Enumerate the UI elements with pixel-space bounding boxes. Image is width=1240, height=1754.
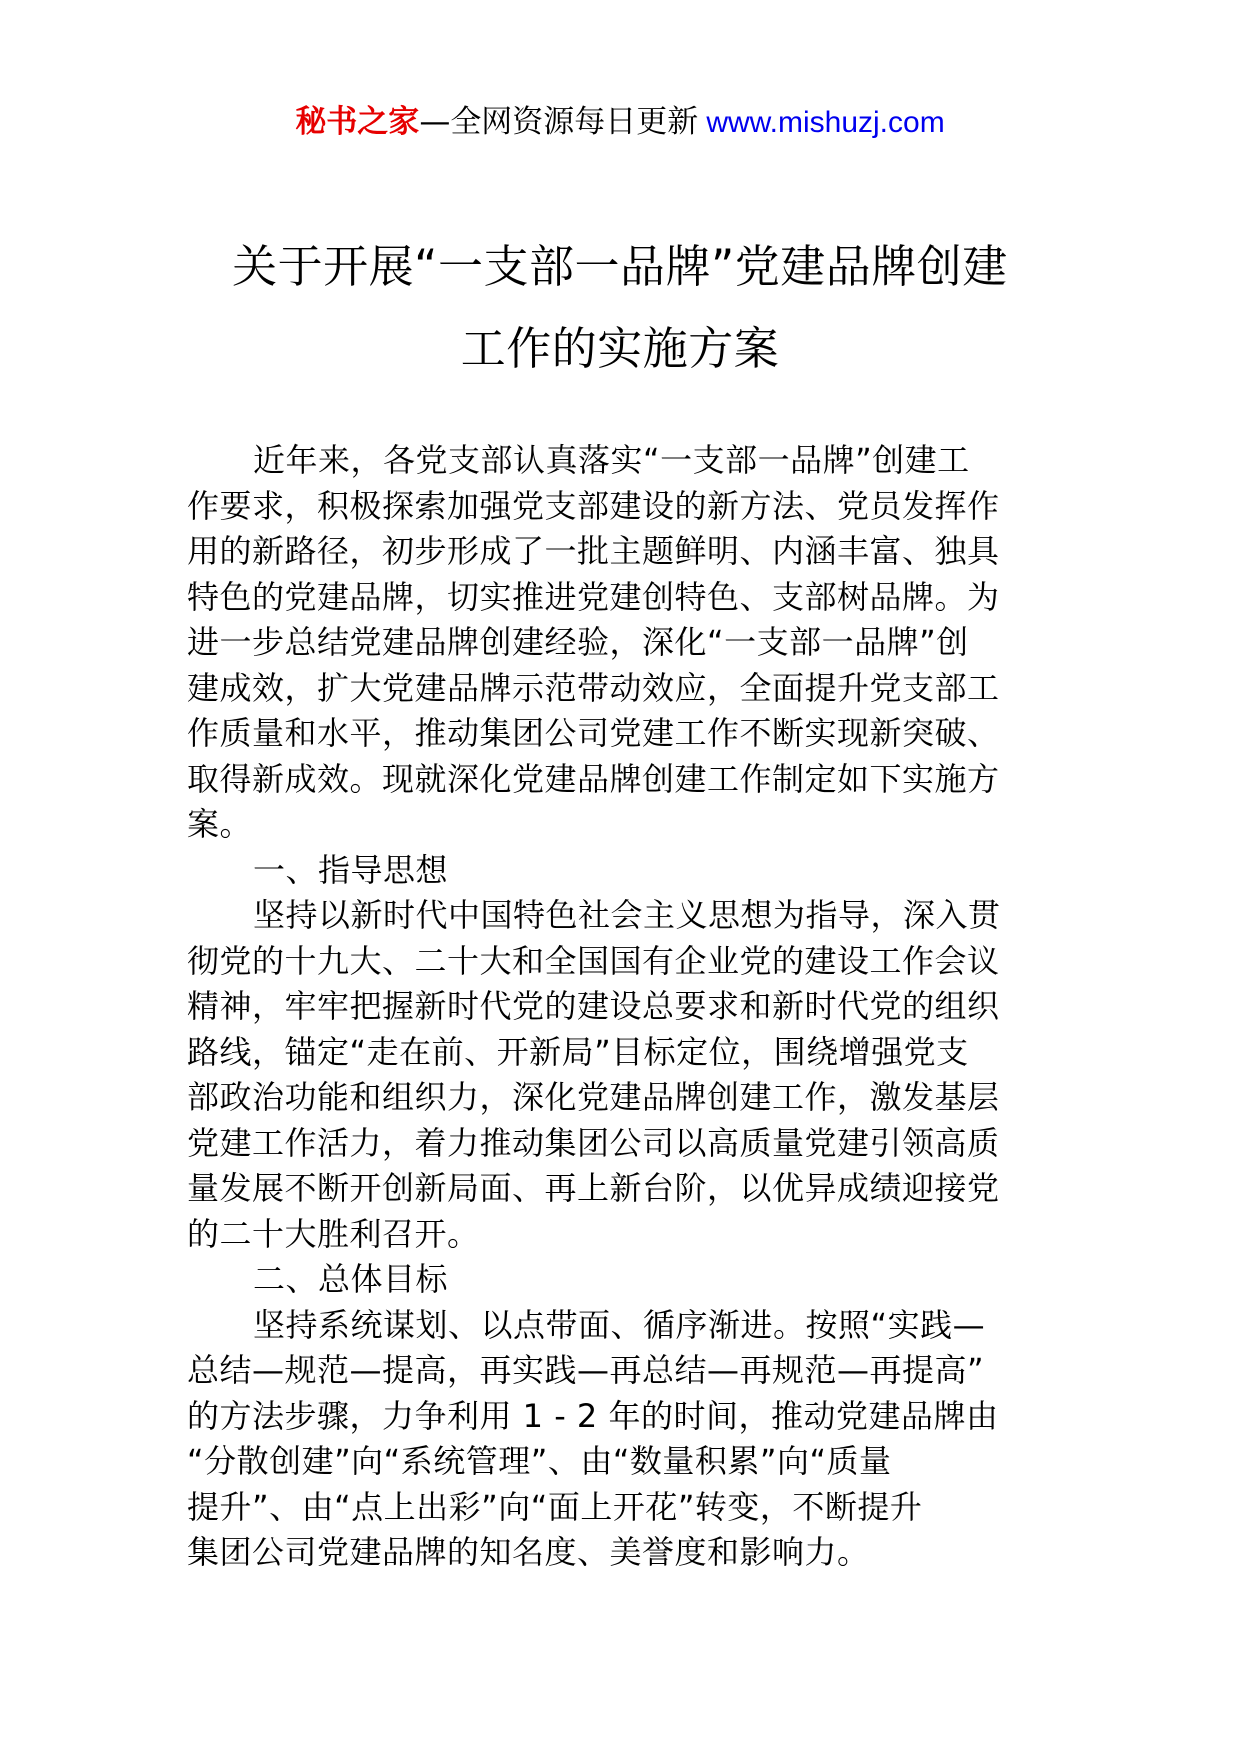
body-line: 坚持系统谋划、以点带面、循序渐进。按照“实践— [253,1305,986,1344]
body-line: 量发展不断开创新局面、再上新台阶，以优异成绩迎接党 [187,1169,1000,1207]
site-url-link[interactable]: www.mishuzj.com [706,106,945,139]
body-line: 特色的党建品牌，切实推进党建创特色、支部树品牌。为 [187,577,1000,616]
title-line-2: 工作的实施方案 [460,322,780,375]
document-body [187,438,1053,1576]
body-line: 建成效，扩大党建品牌示范带动效应，全面提升党支部工 [187,668,1000,707]
body-line: 的方法步骤，力争利用 1 - 2 年的时间，推动党建品牌由 [187,1396,999,1435]
body-line: 取得新成效。现就深化党建品牌创建工作制定如下实施方 [187,759,1000,798]
document-title [150,226,1090,390]
section-heading-overall-goals: 二、总体目标 [253,1260,449,1298]
body-line: “分散创建”向“系统管理”、由“数量积累”向“质量 [187,1442,892,1480]
body-line: 近年来，各党支部认真落实“一支部一品牌”创建工 [253,441,970,479]
body-line: 提升”、由“点上出彩”向“面上开花”转变，不断提升 [187,1487,923,1526]
body-line: 作要求，积极探索加强党支部建设的新方法、党员发挥作 [187,486,1000,525]
body-line: 案。 [187,805,253,843]
body-line: 作质量和水平，推动集团公司党建工作不断实现新突破、 [187,714,1000,752]
body-line: 用的新路径，初步形成了一批主题鲜明、内涵丰富、独具 [187,532,1000,570]
body-line: 集团公司党建品牌的知名度、美誉度和影响力。 [187,1533,870,1571]
section-heading-guiding-ideology: 一、指导思想 [253,850,449,889]
site-tagline: —全网资源每日更新 [419,104,699,140]
body-line: 进一步总结党建品牌创建经验，深化“一支部一品牌”创 [187,623,969,661]
body-line: 部政治功能和组织力，深化党建品牌创建工作，激发基层 [187,1078,1000,1116]
site-header [0,102,1240,143]
body-line: 党建工作活力，着力推动集团公司以高质量党建引领高质 [187,1123,1000,1162]
body-line: 坚持以新时代中国特色社会主义思想为指导，深入贯 [253,896,1001,934]
body-line: 总结—规范—提高，再实践—再总结—再规范—再提高” [187,1351,985,1389]
body-line: 精神，牢牢把握新时代党的建设总要求和新时代党的组织 [187,987,1000,1025]
body-line: 路线，锚定“走在前、开新局”目标定位，围绕增强党支 [187,1032,969,1071]
body-line: 彻党的十九大、二十大和全国国有企业党的建设工作会议 [187,941,1000,980]
site-brand: 秘书之家 [295,104,420,140]
title-line-1: 关于开展“一支部一品牌”党建品牌创建 [232,240,1008,293]
body-line: 的二十大胜利召开。 [187,1214,480,1253]
